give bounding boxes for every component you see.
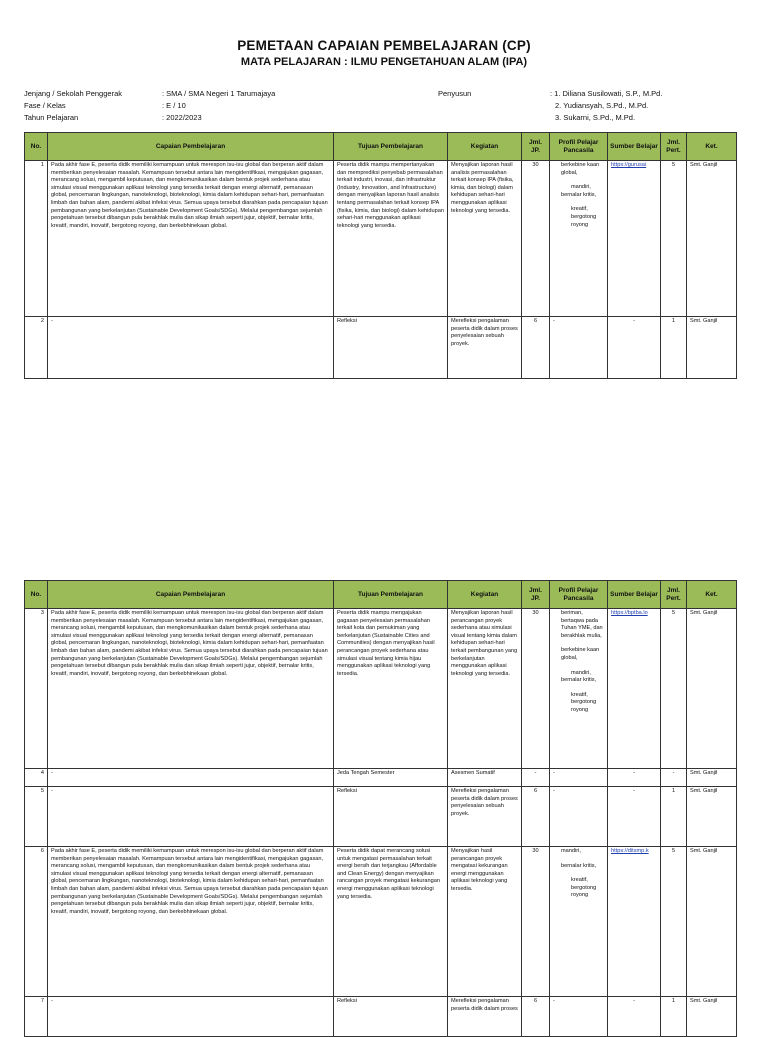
row-jp: 6: [522, 317, 550, 379]
col-no: No.: [25, 133, 48, 161]
row-no: 2: [25, 317, 48, 379]
row-jp: -: [522, 769, 550, 787]
profil-item: mandiri,: [571, 669, 591, 676]
penyusun-3: 3. Sukarni, S.Pd., M.Pd.: [555, 113, 636, 122]
row-jp: 30: [522, 609, 550, 769]
row-no: 3: [25, 609, 48, 769]
row-ket: Smt. Ganjil: [687, 161, 737, 317]
row-pert: 5: [661, 847, 687, 997]
profil-item: bergotong royong: [571, 213, 597, 228]
row-sumber: [608, 609, 661, 769]
row-ket: Smt. Ganjil: [687, 997, 737, 1037]
profil-item: kreatif,: [571, 691, 588, 698]
col-cp: Capaian Pembelajaran: [48, 133, 334, 161]
row-jp: 30: [522, 161, 550, 317]
row-tp: Refleksi: [334, 997, 448, 1037]
row-tp: Peserta didik mampu mempertanyakan dan memprediksi penyebab permasalahan terkait industri, inovasi, dan infrastruktur (Industry, Innovation, and Infrastructure) dengan menyajikan laporan hasil analisis tentang permasalahan terkait konsep IPA (fisika, kimia, dan biologi) dalam kehidupan sehari-hari menggunakan aplikasi teknologi yang tersedia.: [334, 161, 448, 317]
document-title: PEMETAAN CAPAIAN PEMBELAJARAN (CP): [237, 38, 531, 53]
col-ket: Ket.: [687, 581, 737, 609]
col-sumber: Sumber Belajar: [608, 581, 661, 609]
row-jp: 6: [522, 997, 550, 1037]
col-jp: [522, 581, 550, 609]
document-subtitle: MATA PELAJARAN : ILMU PENGETAHUAN ALAM (IPA): [240, 56, 528, 68]
row-pert: -: [661, 769, 687, 787]
col-jp-line2: JP.: [531, 146, 540, 154]
row-kegiatan: Menyajikan laporan hasil perancangan proyek sederhana atau simulasi visual tentang kimia dalam kehidupan sehari-hari terkait pembangunan yang berkelanjutan menggunakan aplikasi teknologi yang tersedia.: [448, 609, 522, 769]
tahun-label: Tahun Pelajaran: [24, 113, 79, 122]
row-profil: [550, 847, 608, 997]
row-kegiatan: Merefleksi pengalaman peserta didik dalam proses: [448, 997, 522, 1037]
col-jp-line1: Jml.: [528, 138, 542, 146]
col-pert: Jml. Pert.: [661, 133, 687, 161]
col-jp-line2: JP.: [531, 594, 540, 602]
row-profil: -: [550, 787, 608, 847]
cp-table-1: [24, 132, 737, 379]
row-no: 1: [25, 161, 48, 317]
profil-item: bernalar kritis,: [561, 677, 597, 684]
penyusun-label: Penyusun: [438, 89, 472, 98]
row-no: 4: [25, 769, 48, 787]
penyusun-list: [550, 88, 662, 124]
row-jp: 30: [522, 847, 550, 997]
profil-item: beriman, bertaqwa pada Tuhan YME, dan berakhlak mulia,: [561, 610, 603, 639]
row-sumber: [608, 847, 661, 997]
row-profil: [550, 161, 608, 317]
row-sumber: -: [608, 997, 661, 1037]
sumber-link[interactable]: https://bptba.lo: [611, 610, 648, 616]
profil-item: kreatif,: [571, 206, 588, 213]
sumber-link[interactable]: https://ditsmp.k: [611, 848, 649, 854]
col-ket: Ket.: [687, 133, 737, 161]
table-row: [25, 787, 737, 847]
row-profil: -: [550, 317, 608, 379]
row-pert: 5: [661, 609, 687, 769]
row-ket: Smt. Ganjil: [687, 787, 737, 847]
row-kegiatan: Menyajikan hasil perancangan proyek mengatasi kekurangan energi menggunakan aplikasi teknologi yang tersedia.: [448, 847, 522, 997]
row-jp: 6: [522, 787, 550, 847]
row-profil: [550, 609, 608, 769]
row-pert: 1: [661, 787, 687, 847]
row-pert: 1: [661, 317, 687, 379]
row-sumber: -: [608, 769, 661, 787]
col-no: No.: [25, 581, 48, 609]
row-cp: -: [48, 997, 334, 1037]
row-no: 6: [25, 847, 48, 997]
table-header-row: [25, 581, 737, 609]
row-cp: Pada akhir fase E, peserta didik memiliki kemampuan untuk merespon isu-isu global dan berperan aktif dalam memberikan penyelesaian masalah. Kemampuan tersebut antara lain mengidentifikasi, mengajukan gagasan, merancang solusi, mengambil keputusan, dan mengkomunikasikan dalam bentuk projek sederhana atau simulasi visual menggunakan aplikasi teknologi yang tersedia terkait dengan energi alternatif, pemanasan global, pencemaran lingkungan, nanoteknologi, bioteknologi, kimia dalam kehidupan sehari-hari, pemanfaatan limbah dan bahan alam, pandemi akibat infeksi virus. Semua upaya tersebut diarahkan pada pencapaian tujuan pembangunan yang berkelanjutan (Sustainable Development Goals/SDGs). Melalui pengembangan sejumlah pengetahuan tersebut dibangun pula berakhlak mulia dan sikap ilmiah seperti jujur, objektif, bernalar kritis, kreatif, mandiri, inovatif, bergotong royong, dan berkebhinekaan global.: [48, 609, 334, 769]
table-row: [25, 609, 737, 769]
row-pert: 1: [661, 997, 687, 1037]
col-kegiatan: Kegiatan: [448, 581, 522, 609]
col-profil: Profil Pelajar Pancasila: [550, 581, 608, 609]
profil-item: mandiri,: [561, 848, 581, 854]
profil-item: bernalar kritis,: [561, 862, 597, 869]
col-profil: Profil Pelajar Pancasila: [550, 133, 608, 161]
profil-item: bergotong royong: [571, 884, 597, 899]
row-no: 7: [25, 997, 48, 1037]
table-row: [25, 161, 737, 317]
col-tp: Tujuan Pembelajaran: [334, 133, 448, 161]
profil-item: berkebine kaan global,: [561, 647, 600, 661]
row-kegiatan: Menyajikan laporan hasil analisis permasalahan terkait konsep IPA (fisika, kimia, dan biologi) dalam kehidupan sehari-hari menggunakan aplikasi teknologi yang tersedia.: [448, 161, 522, 317]
row-ket: Smt. Ganjil: [687, 609, 737, 769]
row-sumber: [608, 161, 661, 317]
fase-label: Fase / Kelas: [24, 101, 66, 110]
row-tp: Refleksi: [334, 787, 448, 847]
table-row: [25, 317, 737, 379]
row-ket: Smt. Ganjil: [687, 317, 737, 379]
col-cp: Capaian Pembelajaran: [48, 581, 334, 609]
row-tp: Jeda Tengah Semester: [334, 769, 448, 787]
cp-table-2: [24, 580, 737, 1037]
fase-value: : E / 10: [162, 101, 186, 110]
profil-item: mandiri,: [571, 184, 591, 191]
col-pert: Jml. Pert.: [661, 581, 687, 609]
row-kegiatan: Asesmen Sumatif: [448, 769, 522, 787]
row-tp: Peserta didik mampu mengajukan gagasan penyelesaian permasalahan terkait kota dan pemukiman yang berkelanjutan (Sustainable Cities and Communities) dengan menyajikan hasil perancangan proyek sederhana atau simulasi visual tentang kimia hijau menggunakan aplikasi teknologi yang tersedia.: [334, 609, 448, 769]
col-jp: [522, 133, 550, 161]
table-row: [25, 997, 737, 1037]
profil-item: bergotong royong: [571, 699, 597, 713]
info-labels: [24, 88, 122, 124]
table-header-row: [25, 133, 737, 161]
col-jp-line1: Jml.: [528, 586, 542, 594]
row-sumber: -: [608, 317, 661, 379]
col-kegiatan: Kegiatan: [448, 133, 522, 161]
tahun-value: : 2022/2023: [162, 113, 202, 122]
row-ket: Smt. Ganjil: [687, 847, 737, 997]
row-no: 5: [25, 787, 48, 847]
row-profil: -: [550, 769, 608, 787]
col-tp: Tujuan Pembelajaran: [334, 581, 448, 609]
jenjang-label: Jenjang / Sekolah Penggerak: [24, 89, 122, 98]
profil-item: bernalar kritis,: [561, 191, 597, 198]
row-kegiatan: Merefleksi pengalaman peserta didik dalam proses penyelesaian sebuah proyek.: [448, 787, 522, 847]
jenjang-value: : SMA / SMA Negeri 1 Tarumajaya: [162, 89, 276, 98]
row-cp: Pada akhir fase E, peserta didik memiliki kemampuan untuk merespon isu-isu global dan berperan aktif dalam memberikan penyelesaian masalah. Kemampuan tersebut antara lain mengidentifikasi, mengajukan gagasan, merancang solusi, mengambil keputusan, dan mengkomunikasikan dalam bentuk projek sederhana atau simulasi visual menggunakan aplikasi teknologi yang tersedia terkait dengan energi alternatif, pemanasan global, pencemaran lingkungan, nanoteknologi, bioteknologi, kimia dalam kehidupan sehari-hari, pemanfaatan limbah dan bahan alam, pandemi akibat infeksi virus. Semua upaya tersebut diarahkan pada pencapaian tujuan pembangunan yang berkelanjutan (Sustainable Development Goals/SDGs). Melalui pengembangan sejumlah pengetahuan tersebut dibangun pula berakhlak mulia dan sikap ilmiah seperti jujur, objektif, bernalar kritis, kreatif, mandiri, inovatif, bergotong royong, dan berkebhinekaan global.: [48, 161, 334, 317]
info-values: [162, 88, 275, 124]
penyusun-2: 2. Yudiansyah, S.Pd., M.Pd.: [555, 101, 649, 110]
row-pert: 5: [661, 161, 687, 317]
row-ket: Smt. Ganjil: [687, 769, 737, 787]
penyusun-1: : 1. Diliana Susilowati, S.P., M.Pd.: [550, 89, 663, 98]
row-profil: -: [550, 997, 608, 1037]
row-tp: Refleksi: [334, 317, 448, 379]
col-sumber: Sumber Belajar: [608, 133, 661, 161]
row-tp: Peserta didik dapat merancang solusi untuk mengatasi permasalahan terkait energi bersih dan terjangkau (Affordable and Clean Energy) dengan menyajikan rancangan proyek mengatasi kekurangan energi menggunakan aplikasi teknologi yang tersedia.: [334, 847, 448, 997]
row-cp: -: [48, 787, 334, 847]
row-cp: -: [48, 317, 334, 379]
profil-item: berkebine kaan global,: [561, 162, 600, 176]
row-cp: Pada akhir fase E, peserta didik memiliki kemampuan untuk merespon isu-isu global dan berperan aktif dalam memberikan penyelesaian masalah. Kemampuan tersebut antara lain mengidentifikasi, mengajukan gagasan, merancang solusi, mengambil keputusan, dan mengkomunikasikan dalam bentuk projek sederhana atau simulasi visual menggunakan aplikasi teknologi yang tersedia terkait dengan energi alternatif, pemanasan global, pencemaran lingkungan, nanoteknologi, bioteknologi, kimia dalam kehidupan sehari-hari, pemanfaatan limbah dan bahan alam, pandemi akibat infeksi virus. Semua upaya tersebut diarahkan pada pencapaian tujuan pembangunan yang berkelanjutan (Sustainable Development Goals/SDGs). Melalui pengembangan sejumlah pengetahuan tersebut dibangun pula berakhlak mulia dan sikap ilmiah seperti jujur, objektif, bernalar kritis, kreatif, mandiri, inovatif, bergotong royong, dan berkebhinekaan global.: [48, 847, 334, 997]
table-row: [25, 769, 737, 787]
row-sumber: -: [608, 787, 661, 847]
row-cp: -: [48, 769, 334, 787]
row-kegiatan: Merefleksi pengalaman peserta didik dalam proses penyelesaian sebuah proyek.: [448, 317, 522, 379]
table-row: [25, 847, 737, 997]
sumber-link[interactable]: https://gurusai: [611, 162, 647, 168]
profil-item: kreatif,: [571, 877, 588, 884]
